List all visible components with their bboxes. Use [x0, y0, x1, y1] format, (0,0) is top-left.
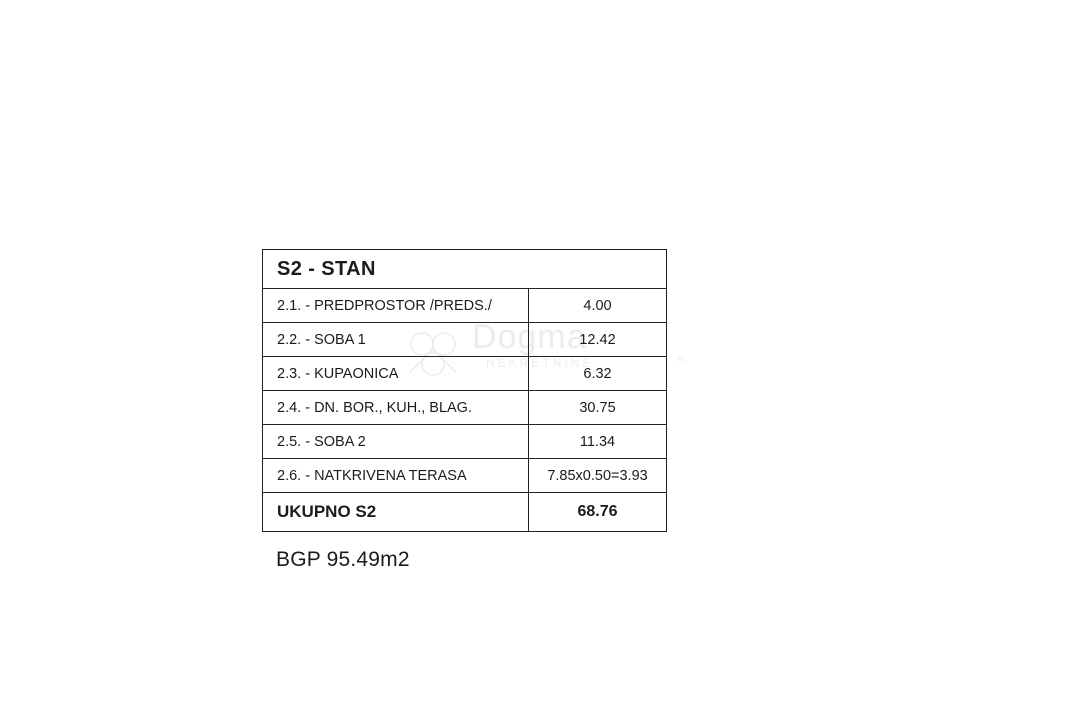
apartment-spec-table-wrapper	[262, 249, 666, 532]
room-label: 2.4. - DN. BOR., KUH., BLAG.	[263, 391, 529, 425]
table-row	[263, 459, 667, 493]
gross-floor-area-note: BGP 95.49m2	[276, 548, 410, 571]
room-area: 11.34	[529, 425, 667, 459]
room-label: 2.5. - SOBA 2	[263, 425, 529, 459]
room-label: 2.1. - PREDPROSTOR /PREDS./	[263, 289, 529, 323]
table-row	[263, 289, 667, 323]
room-area: 7.85x0.50=3.93	[529, 459, 667, 493]
room-label: 2.6. - NATKRIVENA TERASA	[263, 459, 529, 493]
room-area: 12.42	[529, 323, 667, 357]
table-title: S2 - STAN	[263, 250, 667, 289]
room-area: 6.32	[529, 357, 667, 391]
apartment-spec-table	[262, 249, 667, 532]
total-area: 68.76	[529, 493, 667, 532]
table-title-row	[263, 250, 667, 289]
room-area: 4.00	[529, 289, 667, 323]
table-total-row	[263, 493, 667, 532]
table-row	[263, 323, 667, 357]
total-label: UKUPNO S2	[263, 493, 529, 532]
table-body	[263, 250, 667, 532]
room-label: 2.2. - SOBA 1	[263, 323, 529, 357]
watermark-subtext: NEKRETNINE	[486, 356, 594, 370]
table-row	[263, 357, 667, 391]
room-label: 2.3. - KUPAONICA	[263, 357, 529, 391]
table-row	[263, 391, 667, 425]
table-row	[263, 425, 667, 459]
room-area: 30.75	[529, 391, 667, 425]
watermark-registered-mark: ®	[677, 354, 685, 365]
watermark-text: Dogma	[472, 318, 587, 356]
